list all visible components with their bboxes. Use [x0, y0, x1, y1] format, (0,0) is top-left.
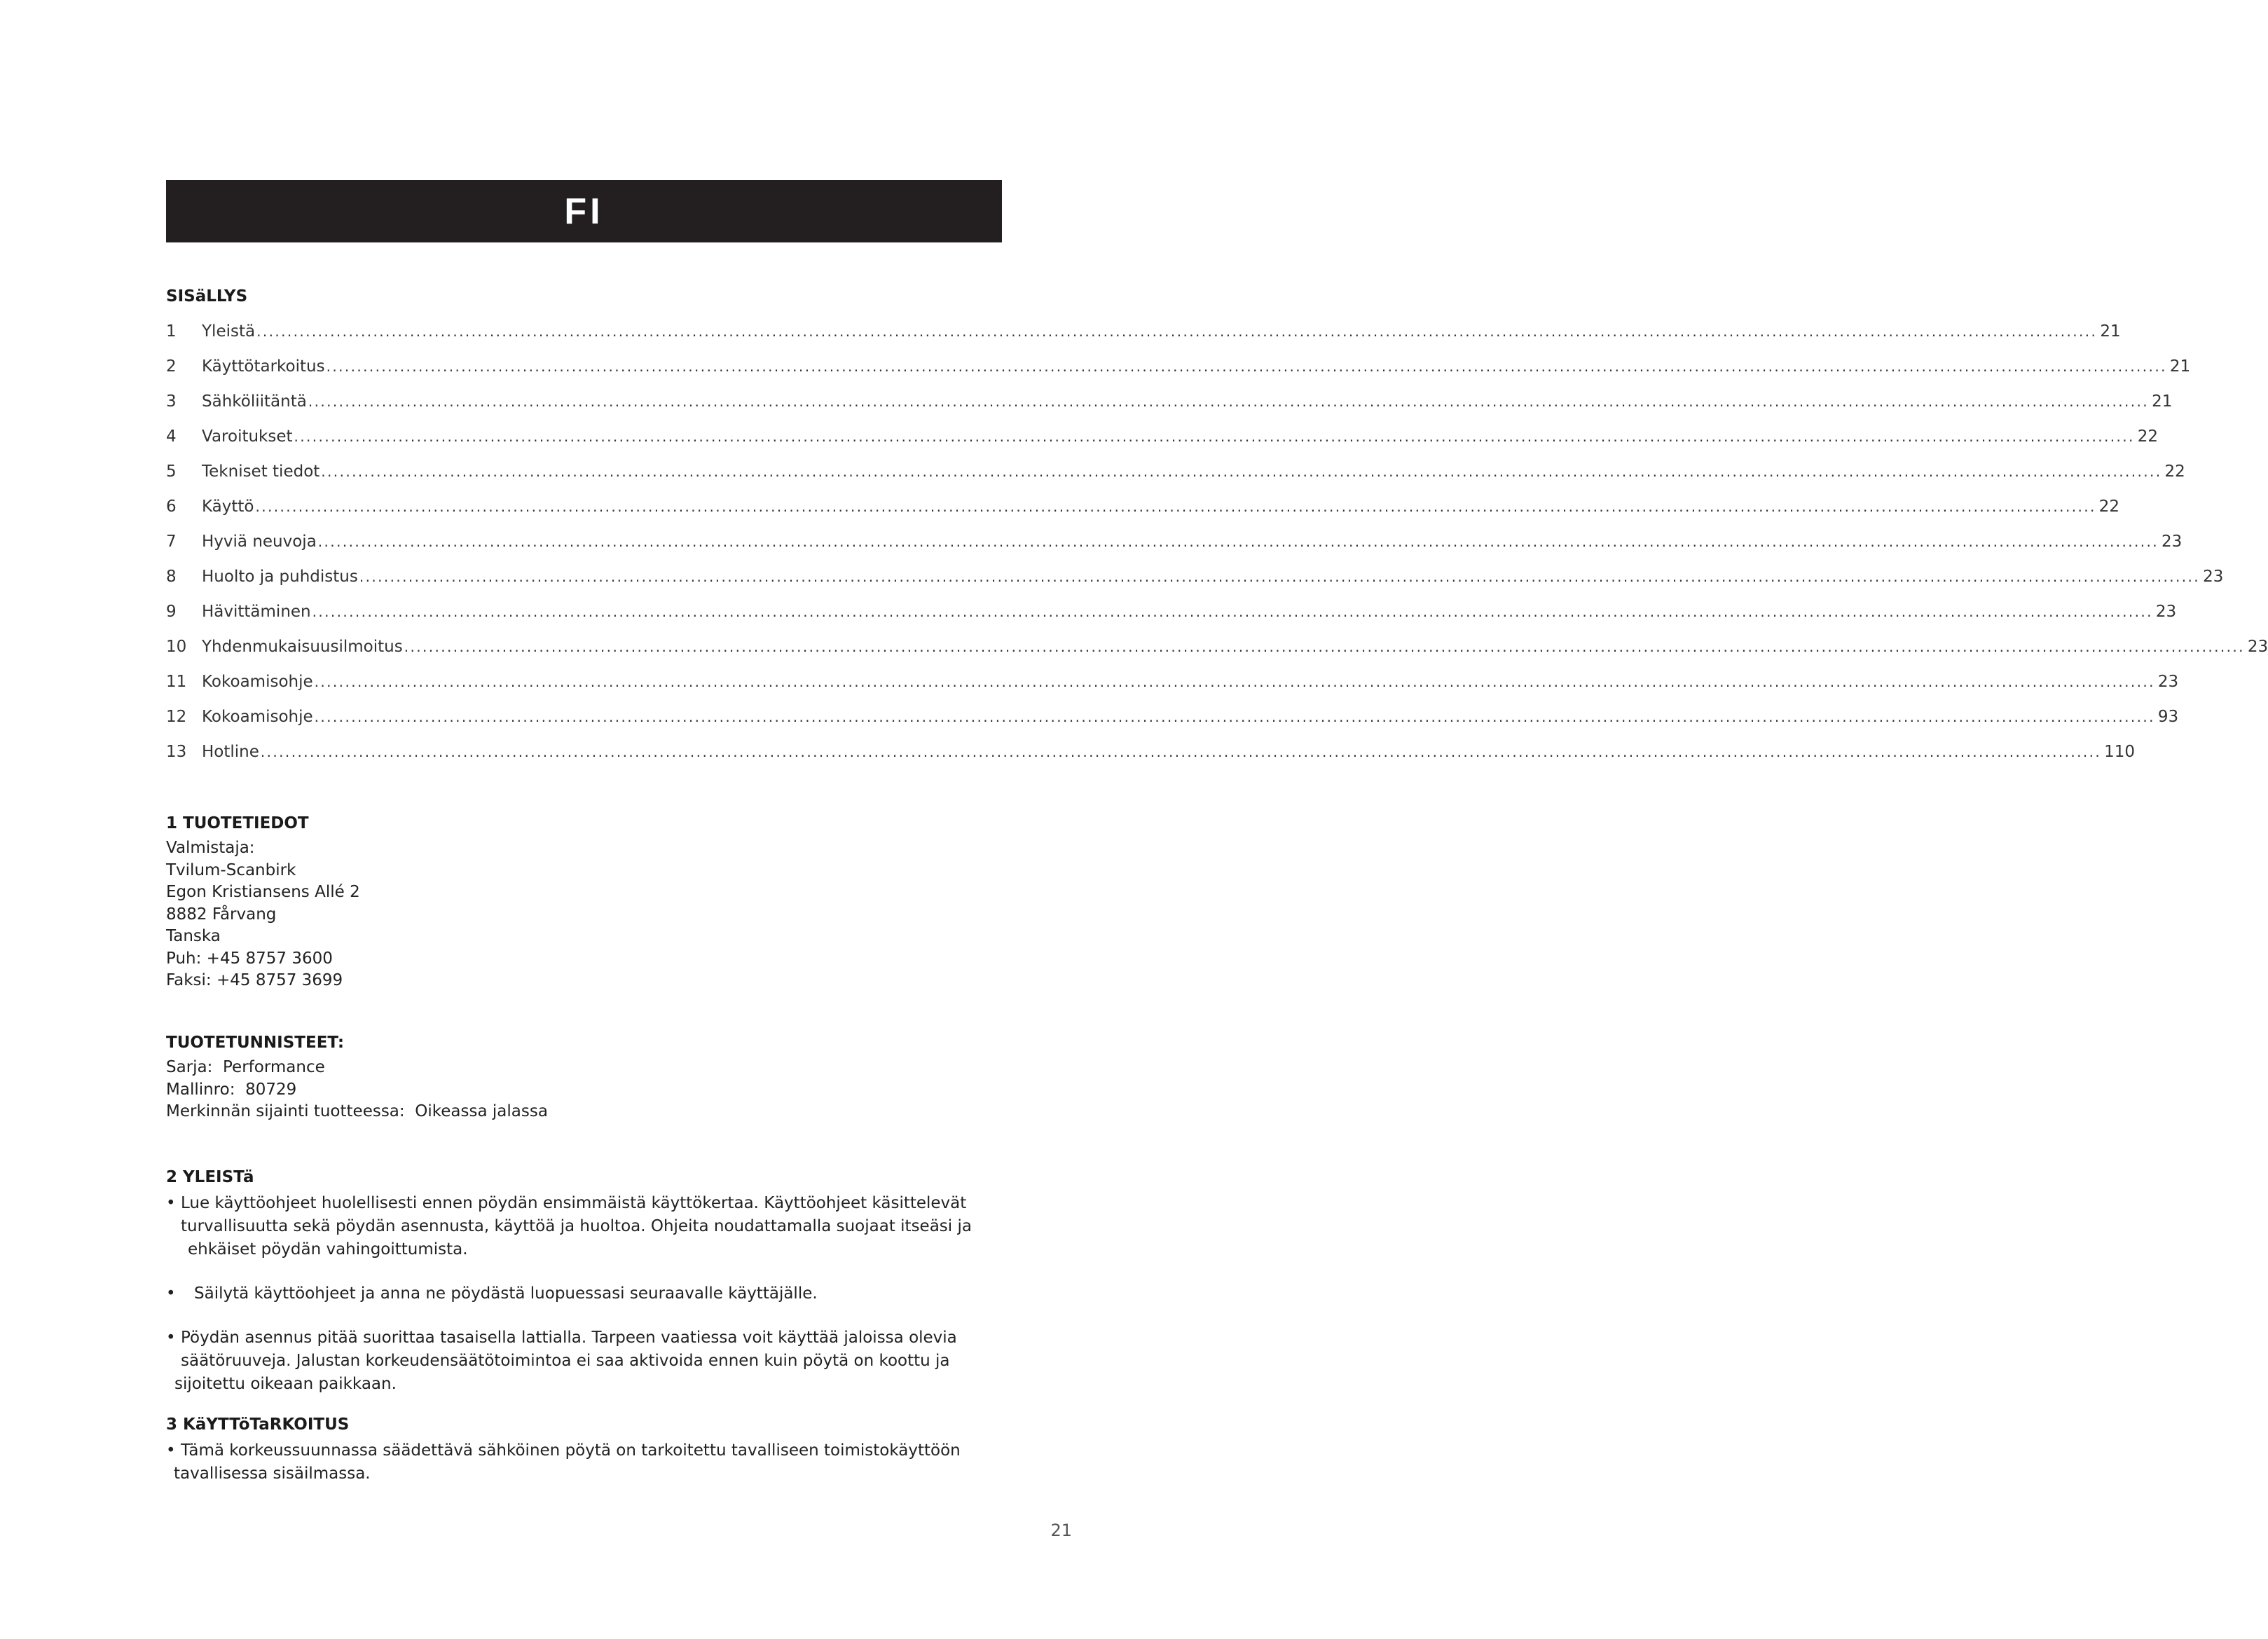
manufacturer-line: Valmistaja: [166, 839, 255, 857]
paragraph-line: Lue käyttöohjeet huolellisesti ennen pöydän ensimmäistä käyttökertaa. Käyttöohjeet käsittelevät [181, 1194, 967, 1212]
toc-item-page: 110 [2104, 743, 2136, 761]
manufacturer-line: 8882 Fårvang [166, 905, 277, 924]
page-number: 21 [1050, 1521, 1072, 1540]
toc-item[interactable] [166, 427, 2159, 462]
toc-item[interactable] [166, 392, 2173, 427]
toc-dot-leader: ............................................................................................................................................................................................................................................................................................................ [314, 708, 2155, 725]
toc-item-page: 23 [2162, 533, 2183, 551]
toc-item-page: 21 [2169, 357, 2191, 376]
toc-item[interactable] [166, 462, 2185, 498]
toc-item-number: 13 [166, 743, 187, 761]
paragraph-line: Tämä korkeussuunnassa säädettävä sähköinen pöytä on tarkoitettu tavalliseen toimistokäyttöön [181, 1441, 961, 1460]
bullet-icon: • [166, 1329, 176, 1347]
identifier-line: Sarja: Performance [166, 1058, 325, 1076]
toc-item-number: 9 [166, 603, 177, 621]
language-header-bar [166, 180, 1002, 242]
section-2-paragraph [166, 1326, 957, 1396]
toc-dot-leader: ............................................................................................................................................................................................................................................................................................................ [260, 743, 2102, 760]
toc-item-page: 22 [2098, 498, 2120, 516]
section-2-heading: 2 YLEISTä [166, 1168, 254, 1186]
toc-item-page: 23 [2155, 603, 2177, 621]
toc-dot-leader: ............................................................................................................................................................................................................................................................................................................ [255, 498, 2096, 515]
manufacturer-info [166, 837, 360, 992]
toc-item-page: 23 [2247, 638, 2268, 656]
manufacturer-line: Tanska [166, 927, 221, 945]
toc-item-number: 12 [166, 708, 187, 726]
toc-dot-leader: ............................................................................................................................................................................................................................................................................................................ [294, 428, 2135, 445]
section-3-paragraph [166, 1439, 961, 1486]
section-2-paragraph [166, 1192, 972, 1261]
toc-item-number: 11 [166, 673, 187, 691]
manufacturer-line: Tvilum-Scanbirk [166, 860, 296, 879]
toc-item[interactable] [166, 673, 2179, 708]
manufacturer-line: Egon Kristiansens Allé 2 [166, 883, 360, 901]
identifiers-heading: TUOTETUNNISTEET: [166, 1034, 345, 1052]
toc-item-page: 21 [2152, 392, 2173, 411]
toc-item-title: Käyttötarkoitus [202, 357, 325, 376]
toc-item[interactable] [166, 357, 2191, 392]
toc-item[interactable] [166, 498, 2120, 533]
toc-item-number: 7 [166, 533, 177, 551]
toc-item-title: Hävittäminen [202, 603, 311, 621]
toc-item-title: Hotline [202, 743, 259, 761]
toc-dot-leader: ............................................................................................................................................................................................................................................................................................................ [314, 673, 2155, 690]
toc-item-page: 22 [2164, 462, 2185, 481]
toc-item[interactable] [166, 568, 2224, 603]
toc-item-title: Huolto ja puhdistus [202, 568, 358, 586]
manufacturer-line: Faksi: +45 8757 3699 [166, 971, 343, 989]
manufacturer-line: Puh: +45 8757 3600 [166, 949, 333, 968]
toc-item-page: 23 [2203, 568, 2224, 586]
paragraph-line: Säilytä käyttöohjeet ja anna ne pöydästä luopuessasi seuraavalle käyttäjälle. [194, 1284, 818, 1303]
section-3-heading: 3 KäYTTöTaRKOITUS [166, 1415, 350, 1434]
toc-dot-leader: ............................................................................................................................................................................................................................................................................................................ [312, 603, 2153, 620]
toc-item[interactable] [166, 533, 2183, 568]
toc-item-title: Käyttö [202, 498, 254, 516]
identifier-line: Merkinnän sijainti tuotteessa: Oikeassa jalassa [166, 1102, 548, 1120]
toc-dot-leader: ............................................................................................................................................................................................................................................................................................................ [308, 393, 2150, 410]
toc-item-page: 23 [2157, 673, 2179, 691]
toc-dot-leader: ............................................................................................................................................................................................................................................................................................................ [256, 323, 2098, 340]
paragraph-line: sijoitettu oikeaan paikkaan. [174, 1375, 397, 1393]
toc-item-number: 5 [166, 462, 177, 481]
toc-title: SISäLLYS [166, 287, 248, 306]
toc-item-title: Kokoamisohje [202, 673, 313, 691]
paragraph-line: turvallisuutta sekä pöydän asennusta, käyttöä ja huoltoa. Ohjeita noudattamalla suojaat itseäsi ja [181, 1217, 972, 1235]
bullet-icon: • [166, 1441, 176, 1460]
toc-item-title: Tekniset tiedot [202, 462, 320, 481]
toc-dot-leader: ............................................................................................................................................................................................................................................................................................................ [317, 533, 2159, 550]
toc-dot-leader: ............................................................................................................................................................................................................................................................................................................ [321, 463, 2162, 480]
toc-item-page: 93 [2157, 708, 2179, 726]
language-code: FI [564, 191, 604, 232]
toc-dot-leader: ............................................................................................................................................................................................................................................................................................................ [326, 358, 2167, 375]
paragraph-line: Pöydän asennus pitää suorittaa tasaisella lattialla. Tarpeen vaatiessa voit käyttää jaloissa olevia [181, 1329, 957, 1347]
toc-dot-leader: ............................................................................................................................................................................................................................................................................................................ [404, 638, 2245, 655]
paragraph-line: säätöruuveja. Jalustan korkeudensäätötoimintoa ei saa aktivoida ennen kuin pöytä on koottu ja [181, 1352, 950, 1370]
toc-item-number: 2 [166, 357, 177, 376]
toc-item[interactable] [166, 322, 2121, 357]
toc-item-page: 22 [2137, 427, 2159, 446]
toc-item-title: Sähköliitäntä [202, 392, 307, 411]
section-1-heading: 1 TUOTETIEDOT [166, 814, 309, 832]
toc-item-title: Varoitukset [202, 427, 293, 446]
toc-item-number: 8 [166, 568, 177, 586]
toc-item-title: Hyviä neuvoja [202, 533, 317, 551]
toc-item-number: 1 [166, 322, 177, 341]
toc-item[interactable] [166, 743, 2136, 778]
section-2-paragraph [166, 1282, 951, 1305]
toc-dot-leader: ............................................................................................................................................................................................................................................................................................................ [359, 568, 2201, 585]
table-of-contents [166, 322, 2268, 778]
toc-item-number: 4 [166, 427, 177, 446]
toc-item-title: Yhdenmukaisuusilmoitus [202, 638, 403, 656]
toc-item[interactable] [166, 708, 2179, 743]
toc-item-title: Yleistä [202, 322, 256, 341]
bullet-icon: • [166, 1284, 176, 1303]
toc-item[interactable] [166, 603, 2177, 638]
identifiers-info [166, 1057, 548, 1123]
toc-item-title: Kokoamisohje [202, 708, 313, 726]
paragraph-line: tavallisessa sisäilmassa. [174, 1465, 371, 1483]
toc-item-page: 21 [2100, 322, 2121, 341]
toc-item[interactable] [166, 638, 2268, 673]
paragraph-line: ehkäiset pöydän vahingoittumista. [188, 1240, 468, 1259]
toc-item-number: 6 [166, 498, 177, 516]
toc-item-number: 3 [166, 392, 177, 411]
toc-item-number: 10 [166, 638, 187, 656]
bullet-icon: • [166, 1194, 176, 1212]
identifier-line: Mallinro: 80729 [166, 1080, 297, 1099]
